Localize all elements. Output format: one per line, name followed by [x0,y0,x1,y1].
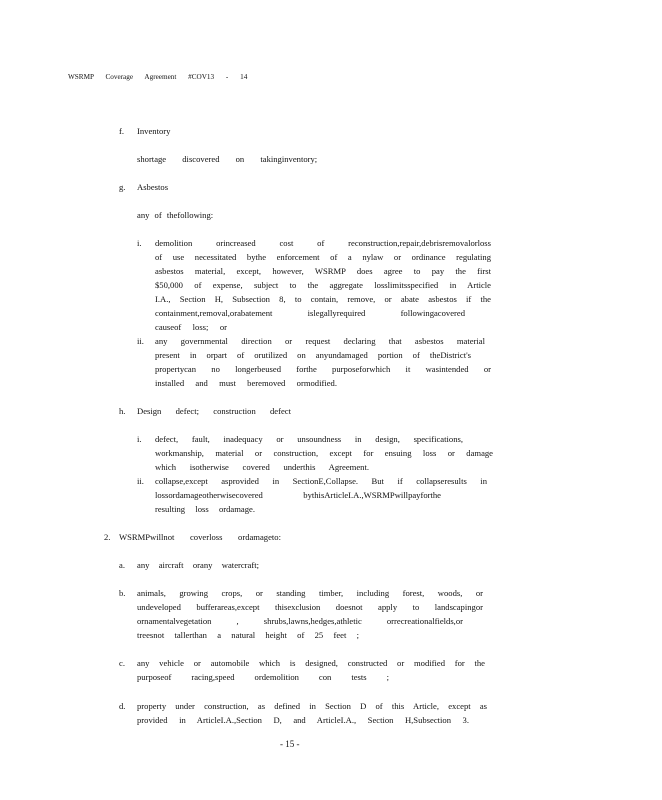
line: propertycan no longerbeused forthe purposeforwhich it wasintended or [155,364,491,374]
section-title: WSRMPwillnot coverloss ordamageto: [119,532,281,542]
line: asbestos material, except, however, WSRMP does agree to pay the first [155,266,491,276]
item-title: Design defect; construction defect [137,406,291,416]
line: ornamentalvegetation , shrubs,lawns,hedges,athletic orrecreationalfields,or [137,616,463,626]
line: causeof loss; or [155,322,227,332]
line: any vehicle or automobile which is designed, constructed or modified for the [137,658,485,668]
line: workmanship, material or construction, except for ensuing loss or damage [155,448,493,458]
line: installed and must beremoved ormodified. [155,378,337,388]
sub-marker: i. [137,238,142,248]
line: demolition orincreased cost of reconstruction,repair,debrisremovalorloss [155,238,491,248]
line: property under construction, as defined in Section D of this Article, except as [137,701,487,711]
line: provided in ArticleI.A.,Section D, and ArticleI.A., Section H,Subsection 3. [137,715,469,725]
item-marker: f. [119,126,125,136]
sub-paragraph [155,236,491,334]
item-marker: c. [119,658,125,668]
item-paragraph [137,699,487,727]
item-title: Inventory [137,126,171,136]
line: which isotherwise covered underthis Agreement. [155,462,369,472]
item-marker: h. [119,406,126,416]
section-marker: 2. [104,532,111,542]
document-header: WSRMP Coverage Agreement #COV13 - 14 [68,73,248,81]
item-marker: a. [119,560,125,570]
item-paragraph [137,586,483,642]
sub-paragraph [155,334,491,390]
item-text: shortage discovered on takinginventory; [137,154,318,164]
line: any governmental direction or request declaring that asbestos material [155,336,485,346]
sub-paragraph [155,474,487,516]
line: defect, fault, inadequacy or unsoundness in design, specifications, [155,434,463,444]
line: treesnot tallerthan a natural height of 25 feet ; [137,630,359,640]
item-lead: any of thefollowing: [137,210,214,220]
line: $50,000 of expense, subject to the aggregate losslimitsspecified in Article [155,280,491,290]
item-marker: g. [119,182,126,192]
item-title: Asbestos [137,182,169,192]
line: resulting loss ordamage. [155,504,255,514]
page-number: - 15 - [280,739,300,749]
line: collapse,except asprovided in SectionE,Collapse. But if collapseresults in [155,476,487,486]
line: present in orpart of orutilized on anyundamaged portion of theDistrict's [155,350,471,360]
line: lossordamageotherwisecovered bythisArticleI.A.,WSRMPwillpayforthe [155,490,441,500]
line: any aircraft orany watercraft; [137,560,259,570]
sub-marker: ii. [137,476,144,486]
line: undeveloped bufferareas,except thisexclusion doesnot apply to landscapingor [137,602,483,612]
item-paragraph [137,656,485,684]
sub-marker: ii. [137,336,144,346]
line: animals, growing crops, or standing timber, including forest, woods, or [137,588,483,598]
item-marker: b. [119,588,126,598]
line: purposeof racing,speed ordemolition con tests ; [137,672,389,682]
item-marker: d. [119,701,126,711]
sub-marker: i. [137,434,142,444]
line: I.A., Section H, Subsection 8, to contain, remove, or abate asbestos if the [155,294,491,304]
sub-paragraph [155,432,493,474]
line: of use necessitated bythe enforcement of a nylaw or ordinance regulating [155,252,491,262]
line: containment,removal,orabatement islegallyrequired followingacovered [155,308,465,318]
